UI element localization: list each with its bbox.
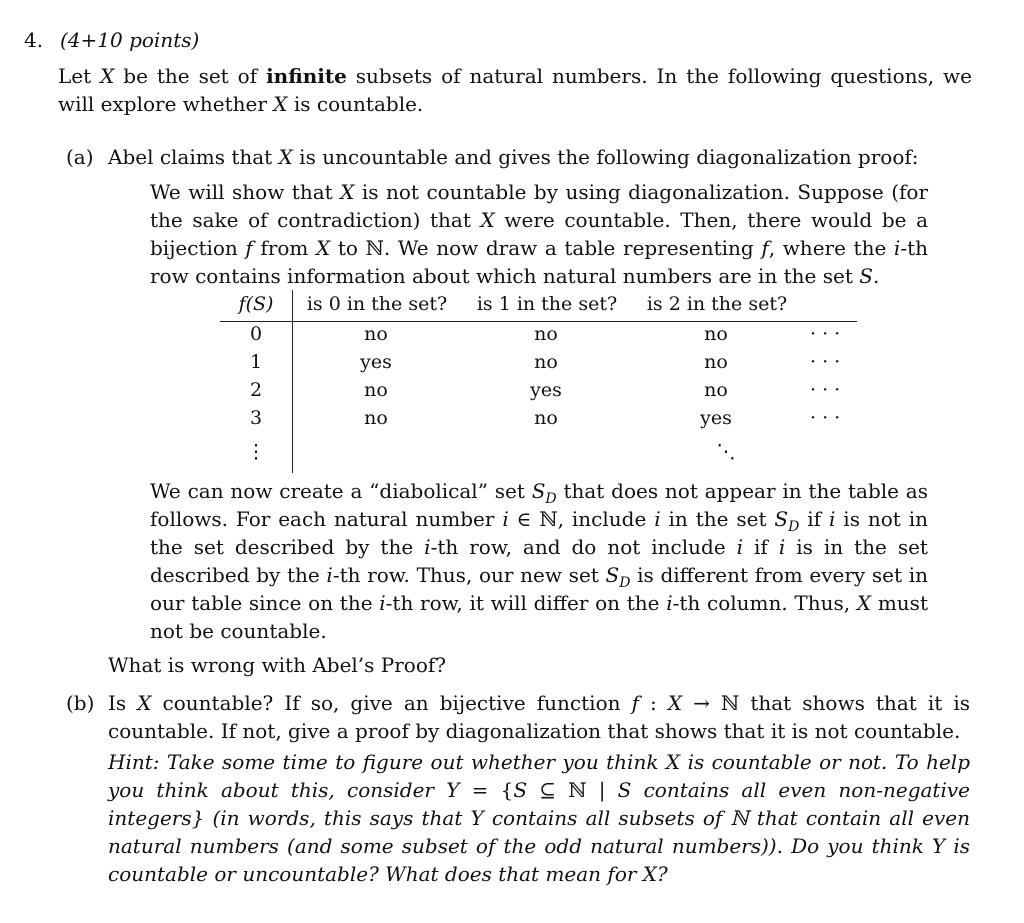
table-cell: no: [364, 379, 388, 401]
table-column-rule: [292, 290, 293, 473]
part-a-claim: Abel claims that X is uncountable and gives the following diagonalization proof:: [108, 145, 919, 169]
intro-paragraph: Let X be the set of infinite subsets of natural numbers. In the following questions, we will explore whether X is countable.: [58, 64, 973, 116]
problem-points: (4+10 points): [60, 28, 200, 52]
table-cell: no: [534, 351, 558, 373]
table-ellipsis: · · ·: [810, 379, 841, 401]
part-a-label: (a): [66, 145, 94, 169]
part-b-question: Is X countable? If so, give an bijective function f : X → ℕ that shows that it is countable. If not, give a proof by diagonalization that shows that it is not countable.: [108, 691, 971, 743]
proof-paragraph-2: We can now create a “diabolical” set $S_D$ that does not appear in the table as follows. For each natural number i ∈ ℕ, include i in the set $S_D$ if i is not in the set described by the i-th row, and do not include i if i is in the set described by the i-th row. Thus, our new set $S_D$ is different from every set in our table since on the i-th row, it will differ on the i-th column. Thus, X must not be countable.: [150, 479, 929, 643]
table-cell: no: [534, 407, 558, 429]
table-cell: yes: [700, 407, 732, 429]
table-row-label: 2: [249, 379, 263, 401]
part-a-question: What is wrong with Abel’s Proof?: [108, 653, 447, 677]
part-b-label: (b): [66, 691, 95, 715]
table-row-label: 0: [249, 323, 263, 345]
table-cell: no: [534, 323, 558, 345]
table-cell: no: [704, 323, 728, 345]
table-row-label: 1: [249, 351, 263, 373]
proof-paragraph-1: We will show that X is not countable by using diagonalization. Suppose (for the sake of contradiction) that X were countable. Then, there would be a bijection f from X to ℕ. We now draw a table representing f, where the i-th row contains information about which natural numbers are in the set S.: [150, 180, 929, 288]
table-cell: no: [704, 351, 728, 373]
table-ellipsis: · · ·: [810, 323, 841, 345]
table-header-col2: is 2 in the set?: [646, 293, 788, 315]
table-header-col0: is 0 in the set?: [306, 293, 448, 315]
table-cell: yes: [360, 351, 392, 373]
table-header-col1: is 1 in the set?: [476, 293, 618, 315]
bijection-table: [220, 290, 860, 475]
table-ddots: ⋱: [716, 441, 736, 463]
hint-paragraph: Hint: Take some time to figure out whether you think X is countable or not. To help you think about this, consider Y = {S ⊆ ℕ | S contains all even non-negative integers} (in words, this says that Y contains all subsets of ℕ that contain all even natural numbers (and some subset of the odd natural numbers)). Do you think Y is countable or uncountable? What does that mean for X?: [108, 750, 971, 886]
table-ellipsis: · · ·: [810, 407, 841, 429]
table-header-fs: f(S): [238, 293, 274, 315]
bold-infinite: infinite: [266, 64, 347, 88]
table-vdots: ⋮: [246, 441, 266, 463]
table-cell: yes: [530, 379, 562, 401]
table-cell: no: [364, 323, 388, 345]
table-row-label: 3: [249, 407, 263, 429]
table-cell: no: [364, 407, 388, 429]
problem-number: 4.: [24, 28, 44, 52]
table-ellipsis: · · ·: [810, 351, 841, 373]
table-cell: no: [704, 379, 728, 401]
